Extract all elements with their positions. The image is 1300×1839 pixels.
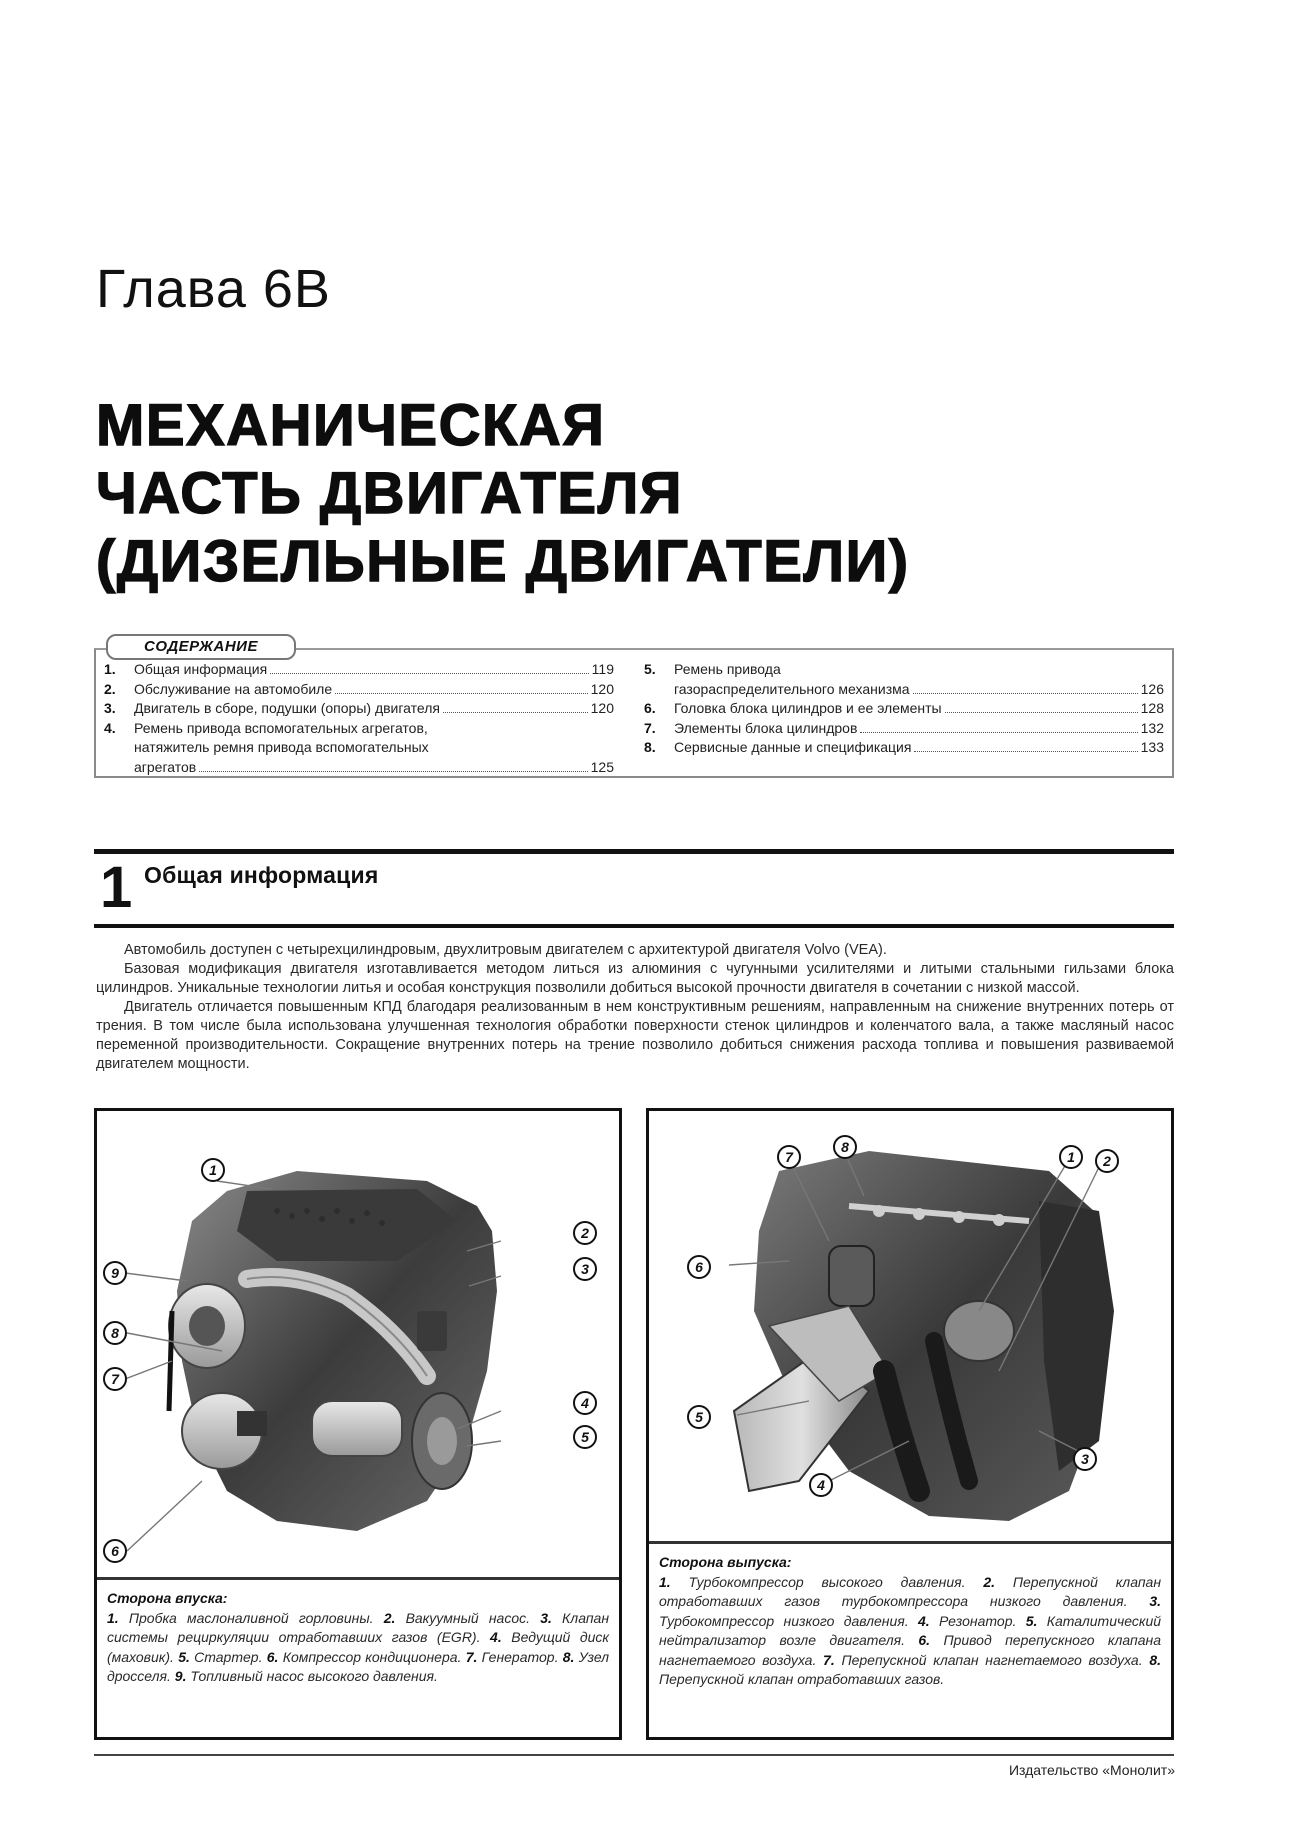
toc-column-left — [104, 660, 614, 777]
figure-caption-exhaust — [659, 1553, 1161, 1690]
toc-item-number: 3. — [104, 700, 116, 716]
toc-item-page: 125 — [590, 758, 614, 775]
toc-item-text: Сервисные данные и спецификация — [674, 739, 912, 755]
callout-9: 9 — [103, 1261, 127, 1285]
chapter-label: Глава 6В — [96, 259, 331, 319]
paragraph: Двигатель отличается повышенным КПД благодаря реализованным в нем конструктивным решениям, направленным на снижение внутренних потерь от трения. В том числе была использована улучшенная технология обработки поверхности стенок цилиндров и коленчатого вала, а также масляный насос переменной производительности. Сокращение внутренних потерь на трение позволило добиться снижения расхода топлива и повышения развиваемой двигателем мощности. — [96, 999, 1174, 1072]
toc-leader-dots — [913, 693, 1138, 694]
toc-item-number: 6. — [644, 700, 656, 716]
callout-1: 1 — [1059, 1145, 1083, 1169]
callout-2: 2 — [1095, 1149, 1119, 1173]
caption-item-text: Привод перепускного клапана нагнетаемого воздуха. — [659, 1632, 1161, 1668]
figure-caption-divider — [649, 1541, 1171, 1544]
toc-item[interactable] — [104, 660, 614, 680]
caption-item-number: 2. — [983, 1573, 996, 1590]
caption-title: Сторона впуска: — [107, 1590, 228, 1606]
caption-item-text: Топливный насос высокого давления. — [190, 1668, 438, 1684]
callout-4: 4 — [809, 1473, 833, 1497]
caption-item-number: 1. — [659, 1573, 671, 1590]
caption-item-text: Турбокомпрессор низкого давления. — [659, 1612, 909, 1629]
caption-item-text: Узел дросселя. — [107, 1648, 610, 1684]
toc-item-page: 119 — [591, 661, 614, 677]
toc-leader-dots — [270, 673, 589, 674]
caption-item-text: Стартер. — [194, 1648, 263, 1665]
figure-exhaust-side — [646, 1108, 1174, 1740]
toc-item-text: Двигатель в сборе, подушки (опоры) двигателя — [134, 700, 440, 716]
callout-8: 8 — [103, 1321, 127, 1345]
toc-item-text: Ремень привода вспомогательных агрегатов, — [134, 719, 428, 736]
toc-leader-dots — [860, 732, 1137, 733]
toc-leader-dots — [335, 693, 588, 694]
caption-item-number: 2. — [383, 1609, 396, 1626]
caption-item-text: Турбокомпрессор высокого давления. — [688, 1573, 966, 1590]
section-title: Общая информация — [144, 862, 379, 888]
caption-item-text: Перепускной клапан отработавших газов турбокомпрессора низкого давления. — [659, 1573, 1162, 1609]
caption-item-text: Пробка маслоналивной горловины. — [128, 1609, 374, 1626]
toc-item-number: 1. — [104, 661, 116, 677]
caption-item-text: Вакуумный насос. — [405, 1609, 531, 1626]
caption-item-text: Генератор. — [481, 1648, 559, 1665]
toc-item-number: 8. — [644, 739, 656, 755]
callout-7: 7 — [777, 1145, 801, 1169]
toc-item[interactable] — [644, 719, 1164, 739]
engine-illustration-intake — [97, 1111, 619, 1579]
publisher-name: Издательство «Монолит» — [1008, 1762, 1175, 1778]
section-rule-top — [94, 849, 1174, 854]
caption-item-text: Перепускной клапан нагнетаемого воздуха. — [841, 1651, 1143, 1668]
caption-item-text: Клапан системы рециркуляции отработавших газов (EGR). — [107, 1609, 610, 1645]
toc-leader-dots — [914, 751, 1137, 752]
toc-item-page: 126 — [1140, 680, 1164, 697]
caption-item-number: 9. — [174, 1668, 187, 1684]
toc-item-text: агрегатов — [134, 758, 197, 775]
section-body — [96, 941, 1174, 1074]
engine-illustration-exhaust — [649, 1111, 1171, 1543]
toc-item-text: Общая информация — [134, 661, 268, 677]
caption-item-text: Ведущий диск (маховик). — [107, 1629, 610, 1665]
caption-item-number: 3. — [1149, 1593, 1162, 1609]
footer-rule — [94, 1754, 1174, 1756]
caption-item-number: 4. — [490, 1629, 502, 1645]
toc-item-number: 7. — [644, 719, 656, 736]
caption-item-number: 8. — [1149, 1651, 1161, 1668]
caption-item-number: 3. — [540, 1609, 552, 1626]
toc-item-page: 120 — [590, 680, 614, 697]
title-line-2: ЧАСТЬ ДВИГАТЕЛЯ — [96, 461, 683, 526]
callout-7: 7 — [103, 1367, 127, 1391]
toc-item-text: Обслуживание на автомобиле — [134, 680, 333, 697]
callout-3: 3 — [1073, 1447, 1097, 1471]
paragraph: Автомобиль доступен с четырехцилиндровым, двухлитровым двигателем с архитектурой двигателя Volvo (VEA). — [124, 942, 887, 958]
toc-item-number: 2. — [104, 680, 116, 697]
toc-item[interactable] — [104, 699, 614, 719]
toc-item-number: 4. — [104, 719, 116, 736]
figure-intake-side — [94, 1108, 622, 1740]
toc-item-text: Элементы блока цилиндров — [674, 719, 858, 736]
toc-item-text: Ремень привода — [674, 661, 781, 677]
toc-item-text: Головка блока цилиндров и ее элементы — [674, 700, 942, 716]
toc-leader-dots — [199, 771, 587, 772]
toc-item-text: газораспределительного механизма — [674, 680, 910, 697]
caption-item-number: 6. — [266, 1648, 279, 1665]
chapter-title — [96, 392, 910, 596]
caption-item-number: 8. — [562, 1648, 575, 1665]
caption-item-number: 5. — [178, 1648, 190, 1665]
caption-item-number: 4. — [917, 1612, 930, 1629]
toc-column-right — [644, 660, 1164, 758]
callout-2: 2 — [573, 1221, 597, 1245]
caption-title: Сторона выпуска: — [659, 1554, 792, 1570]
toc-item-page: 128 — [1140, 700, 1164, 716]
callout-3: 3 — [573, 1257, 597, 1281]
caption-item-text: Компрессор кондиционера. — [282, 1648, 462, 1665]
toc-item[interactable] — [104, 719, 614, 778]
toc-item-page: 133 — [1140, 739, 1164, 755]
callout-6: 6 — [103, 1539, 127, 1563]
callout-8: 8 — [833, 1135, 857, 1159]
toc-item-page: 120 — [590, 700, 614, 716]
caption-item-number: 7. — [823, 1651, 835, 1668]
toc-item[interactable] — [644, 699, 1164, 719]
caption-item-text: Каталитический нейтрализатор возле двигателя. — [659, 1612, 1162, 1648]
caption-item-text: Перепускной клапан отработавших газов. — [659, 1671, 945, 1687]
toc-item-text: натяжитель ремня привода вспомогательных — [134, 739, 429, 755]
caption-item-number: 6. — [918, 1632, 931, 1648]
caption-item-number: 5. — [1025, 1612, 1038, 1629]
toc-item[interactable] — [644, 660, 1164, 699]
toc-item-page: 132 — [1140, 719, 1164, 736]
figure-caption-divider — [97, 1577, 619, 1580]
callout-5: 5 — [687, 1405, 711, 1429]
section-number: 1 — [100, 855, 133, 920]
toc-leader-dots — [945, 712, 1138, 713]
callout-4: 4 — [573, 1391, 597, 1415]
callout-6: 6 — [687, 1255, 711, 1279]
caption-item-number: 7. — [465, 1648, 478, 1665]
callout-1: 1 — [201, 1158, 225, 1182]
paragraph: Базовая модификация двигателя изготавливается методом литься из алюминия с чугунными усилителями и литыми стальными гильзами блока цилиндров. Уникальные технологии литья и особая конструкция позволили добиться высокой прочности двигателя в сочетании с низкой массой. — [96, 961, 1174, 996]
toc-item-number: 5. — [644, 661, 656, 677]
caption-item-text: Резонатор. — [938, 1612, 1017, 1629]
toc-item[interactable] — [644, 738, 1164, 758]
toc-heading-tab — [106, 634, 296, 660]
section-rule-bottom — [94, 924, 1174, 928]
toc-item[interactable] — [104, 680, 614, 700]
title-line-3: (ДИЗЕЛЬНЫЕ ДВИГАТЕЛИ) — [96, 529, 910, 594]
caption-item-number: 1. — [107, 1609, 119, 1626]
callout-5: 5 — [573, 1425, 597, 1449]
figure-caption-intake — [107, 1589, 609, 1687]
toc-heading: СОДЕРЖАНИЕ — [144, 638, 258, 655]
title-line-1: МЕХАНИЧЕСКАЯ — [96, 393, 606, 458]
toc-leader-dots — [443, 712, 588, 713]
